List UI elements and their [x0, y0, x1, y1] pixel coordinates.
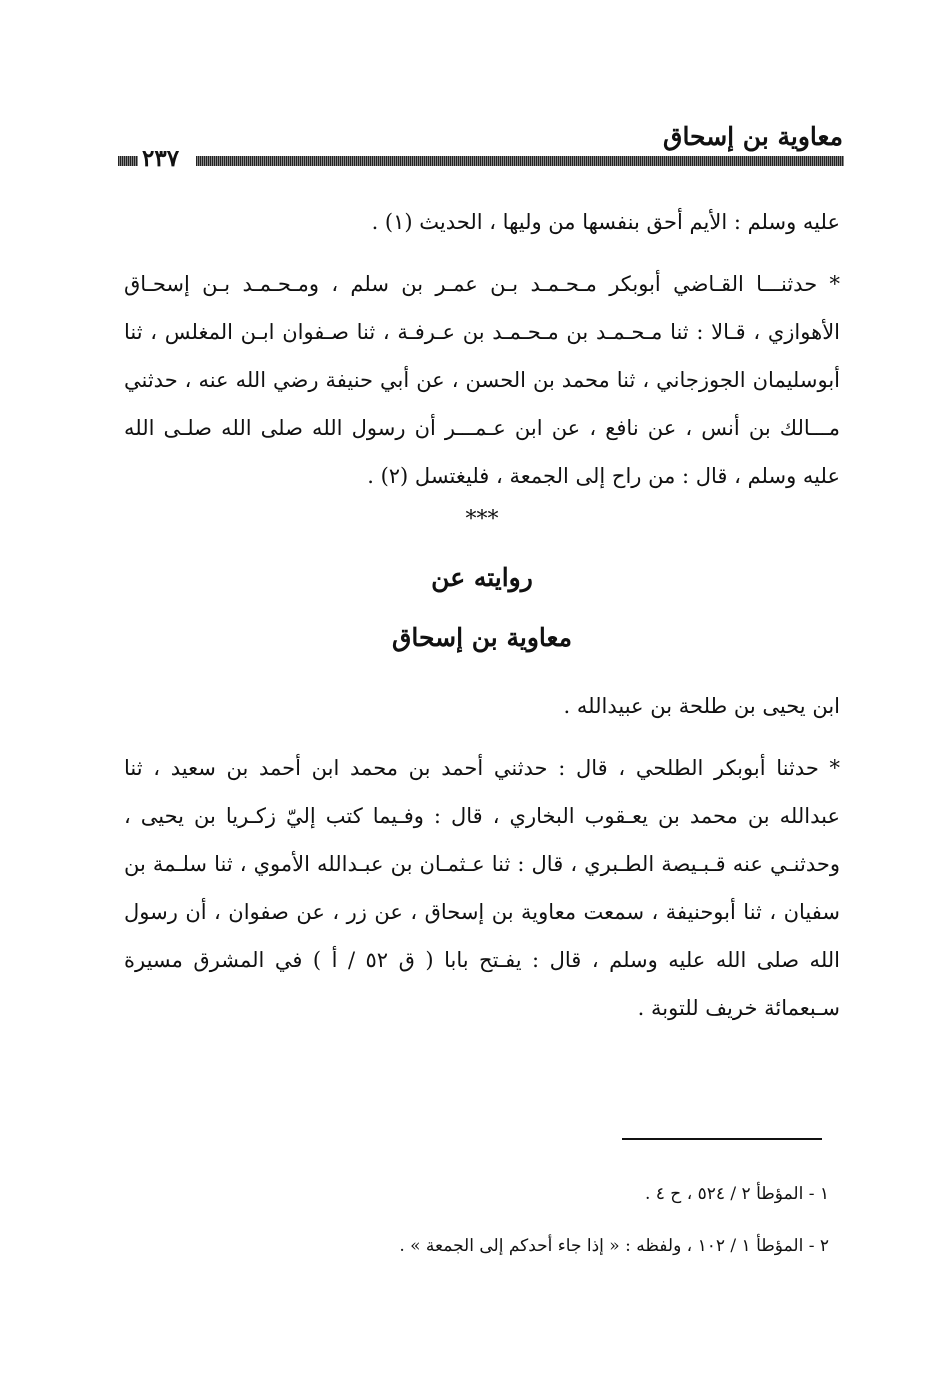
paragraph-4: * حدثنا أبوبكر الطلحي ، قال : حدثني أحمد بن محمد ابن أحمد بن سعيد ، ثنا عبدالله بن محمد بن يعـقوب البخاري ، قال : وفـيما كتب إليّ زكـريا بن يحيى ، وحدثنـي عنه قـبـيصة الطـبري ، قال : ثنا عـثمـان بن عبـدالله الأموي ، ثنا سلـمة بن سفيان ، ثنا أبوحنيفة ، سمعت معاوية بن إسحاق ، عن زر ، عن صفوان ، أن رسول الله صلى الله عليه وسلم ، قال : يفـتح بابا ( ق ٥٢ / أ ) في المشرق مسيرة سـبعمائة خريف للتوبة .: [124, 756, 841, 1020]
paragraph-1: عليه وسلم : الأيم أحق بنفسها من وليها ، الحديث (١) .: [371, 210, 840, 234]
paragraph-gap: [124, 246, 840, 260]
section-heading-line-2: معاوية بن إسحاق: [392, 623, 572, 652]
section-heading-line-1: روايته عن: [431, 563, 533, 592]
main-text: [124, 198, 840, 1032]
section-separator: ***: [465, 507, 499, 532]
footnote-1: ١ - المؤطأ ٢ / ٥٢٤ ، ح ٤ .: [644, 1184, 829, 1204]
paragraph-gap: [124, 730, 840, 744]
page-number: ٢٣٧: [138, 146, 183, 172]
running-title: معاوية بن إسحاق: [663, 122, 843, 151]
paragraph-3: ابن يحيى بن طلحة بن عبيدالله .: [563, 694, 840, 718]
paragraph-gap: [124, 668, 840, 682]
footnotes: [229, 1168, 829, 1272]
footnote-2: ٢ - المؤطأ ١ / ١٠٢ ، ولفظه : « إذا جاء أحدكم إلى الجمعة » .: [399, 1236, 829, 1256]
header-rule: [118, 156, 844, 166]
paragraph-2: * حدثنـــا القـاضي أبوبكر مـحـمـد بـن عمـر بن سلم ، ومـحـمـد بـن إسحـاق الأهوازي ، قـالا : ثنا مـحـمـد بن مـحـمـد بن عـرفـة ، ثنا صـفوان ابـن المغلس ، ثنا أبوسليمان الجوزجاني ، ثنا محمد بن الحسن ، عن أبي حنيفة رضي الله عنه ، حدثني مـــالك بن أنس ، عن نافع ، عن ابن عـمـــر أن رسول الله صلى الله صلـى الله عليه وسلم ، قال : من راح إلى الجمعة ، فليغتسل (٢) .: [124, 272, 840, 488]
footnote-rule: [622, 1138, 822, 1140]
header-rule-bar: [196, 156, 844, 166]
